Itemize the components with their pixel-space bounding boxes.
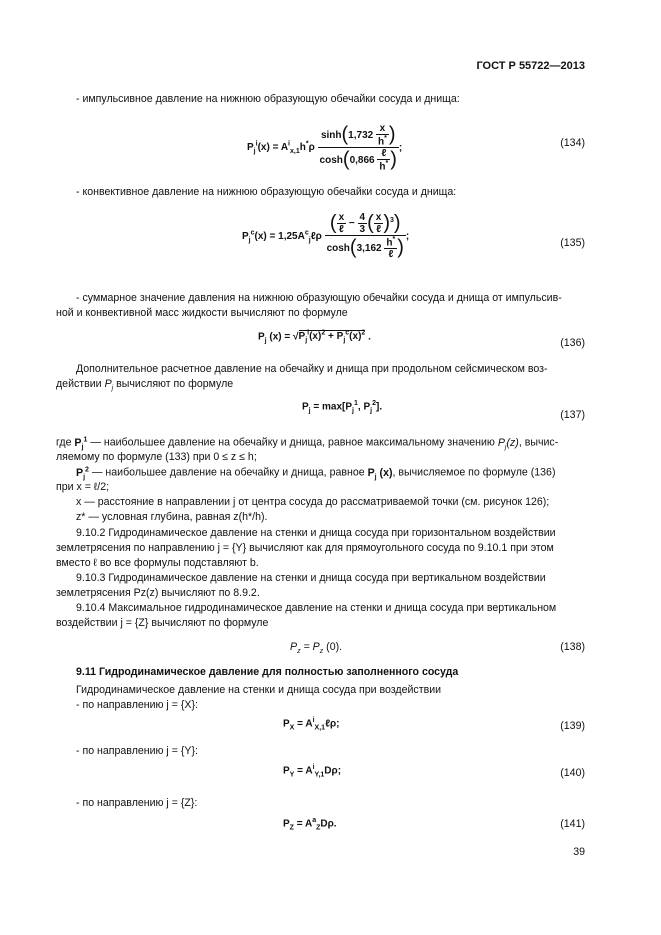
def-line2: ляемому по формуле (133) при 0 ≤ z ≤ h; — [56, 451, 257, 463]
def-line1: где $P_j^1$ — наибольшее давление на обечайку и днища, равное максимальному значению $P_j(z)$, вычис- — [56, 436, 559, 451]
formula-135: $P_j^c(x)$ = $1,25A^c_j\ell\rho$ ( $\frac{x}{\text{ℓ}}$ − $\frac{4}{3}$ ( $\frac{x}{\text{ℓ}}$ )$^3$) cosh(3,162 $\frac{h^*}{\text{ℓ}}$ ) ; — [242, 212, 410, 261]
def-line3: $P_j^2$ — наибольшее давление на обечайку и днища, равное $P_j$ (x), вычисляемое по формуле (136) — [76, 466, 556, 481]
additional-line2: действии $P_j$ вычисляют по формуле — [56, 378, 234, 393]
formula-139: $P_X$ = $A^i_{X,1}\ell\rho$; — [283, 717, 340, 732]
p9104-line2: воздействии j = {Z} вычисляют по формуле — [56, 617, 269, 629]
formula-140: $P_Y = A^i_{Y,1}D\rho$; — [283, 764, 342, 779]
standard-number: ГОСТ Р 55722—2013 — [476, 60, 585, 72]
eq-number-138: (138) — [560, 641, 585, 653]
eq-number-134: (134) — [560, 137, 585, 149]
eq-number-140: (140) — [560, 767, 585, 779]
eq-number-136: (136) — [560, 337, 585, 349]
formula-137: $P_j = \max[P_j^1$, $P_j^2$]. — [302, 400, 383, 415]
p9103-line1: 9.10.3 Гидродинамическое давление на стенки и днища сосуда при вертикальном воздействии — [76, 572, 546, 584]
section-title-9-11: 9.11 Гидродинамическое давление для полностью заполненного сосуда — [76, 666, 459, 678]
eq-number-141: (141) — [560, 818, 585, 830]
eq-number-139: (139) — [560, 720, 585, 732]
formula-134: $P_j^i(x) = A^i_{x,1}h^*\rho$ sinh(1,732 $\frac{x}{h^*}$ ) cosh(0,866 $\frac{\text{ℓ}}{h^*}$ ) ; — [247, 123, 403, 173]
section-intro: Гидродинамическое давление на стенки и днища сосуда при воздействии — [76, 684, 442, 696]
dir-y-label: - по направлению j = {Y}: — [76, 745, 198, 757]
dir-x-label: - по направлению j = {X}: — [76, 699, 198, 711]
formula-138: $P_z = P_z$ (0). — [290, 641, 343, 656]
eq-number-137: (137) — [560, 409, 585, 421]
def-z: z* — условная глубина, равная z(h*/h). — [76, 511, 268, 523]
impulse-intro: - импульсивное давление на нижнюю образующую обечайки сосуда и днища: — [76, 93, 460, 105]
def-line4: при x = ℓ/2; — [56, 481, 110, 493]
formula-136: $P_j$ $(x) = √P_j^i(x)^2 + P_j^c(x)^2$ . — [258, 330, 371, 345]
convective-intro: - конвективное давление на нижнюю образующую обечайки сосуда и днища: — [76, 186, 457, 198]
p9102-line1: 9.10.2 Гидродинамическое давление на стенки и днища сосуда при горизонтальном воздействии — [76, 527, 556, 539]
sum-intro-line1: - суммарное значение давления на нижнюю образующую обечайки сосуда и днища от импульсив- — [76, 292, 562, 304]
p9102-line3: вместо ℓ во все формулы подставляют b. — [56, 557, 259, 569]
additional-line1: Дополнительное расчетное давление на обечайку и днища при продольном сейсмическом воз- — [76, 363, 548, 375]
def-x: x — расстояние в направлении j от центра сосуда до рассматриваемой точки (см. рисунок 126); — [76, 496, 550, 508]
page-number: 39 — [573, 846, 585, 858]
dir-z-label: - по направлению j = {Z}: — [76, 797, 198, 809]
sum-intro-line2: ной и конвективной масс жидкости вычисляют по формуле — [56, 307, 348, 319]
p9102-line2: землетрясения по направлению j = {Y} вычисляют как для прямоугольного сосуда по 9.10.1 при этом — [56, 542, 554, 554]
p9104-line1: 9.10.4 Максимальное гидродинамическое давление на стенки и днища сосуда при вертикальном — [76, 602, 557, 614]
p9103-line2: землетрясения Pz(z) вычисляют по 8.9.2. — [56, 587, 260, 599]
eq-number-135: (135) — [560, 237, 585, 249]
formula-141: $P_Z = A^a_ZD\rho$. — [283, 817, 337, 832]
